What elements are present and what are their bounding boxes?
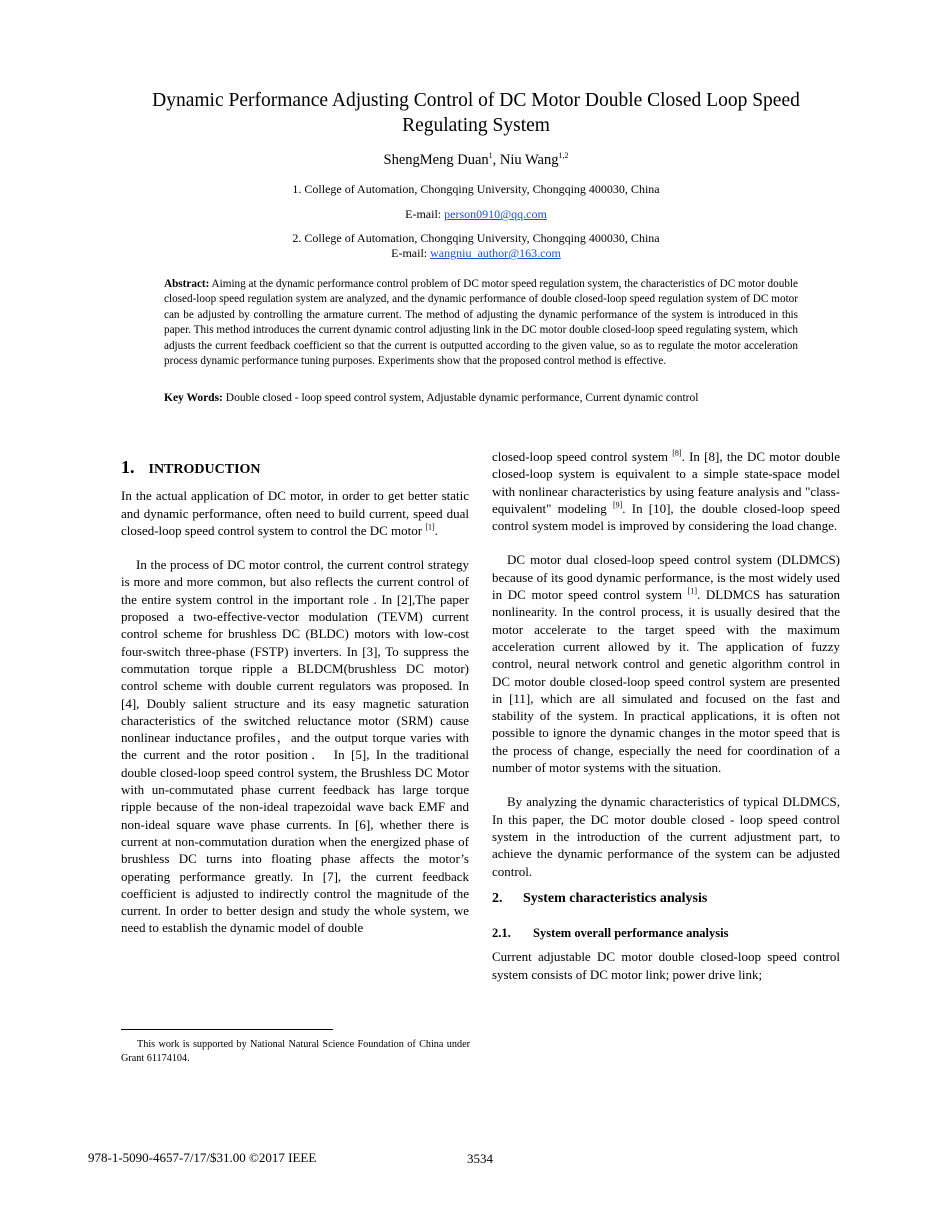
email-line-2 — [100, 245, 852, 261]
right-paragraph-1 — [492, 448, 840, 534]
abstract — [164, 277, 798, 369]
section-2-title: System characteristics analysis — [523, 890, 708, 906]
affiliation-1: 1. College of Automation, Chongqing University, Chongqing 400030, China — [292, 182, 660, 196]
intro-paragraph-1 — [121, 487, 469, 539]
section-1-title: INTRODUCTION — [148, 462, 261, 477]
keywords-label: Key Words: — [164, 392, 223, 404]
email-label: E-mail: — [405, 207, 445, 221]
section-1-heading — [121, 459, 469, 478]
funding-footnote: This work is supported by National Natural Science Foundation of China under Grant 61174104. — [121, 1039, 470, 1064]
section-2-heading — [492, 890, 840, 907]
author-2-affil: 1,2 — [558, 151, 569, 161]
section-2-number: 2. — [492, 890, 503, 906]
section-1-number: 1. — [121, 457, 135, 477]
author-list — [100, 152, 852, 169]
author-1-affil: 1 — [488, 151, 493, 161]
left-column — [121, 459, 469, 937]
author-separator: , — [492, 152, 500, 168]
right-p1c: . In [10], the double closed-loop speed control system model is improved by considering the load change. — [492, 500, 840, 534]
email-link-1[interactable]: person0910@qq.com — [444, 207, 547, 221]
right-paragraph-4: Current adjustable DC motor double closed-loop speed control system consists of DC motor link; power drive link; — [492, 949, 840, 982]
keywords — [164, 391, 824, 406]
section-2-1-number: 2.1. — [492, 926, 511, 941]
keywords-text: Double closed - loop speed control system, Adjustable dynamic performance, Current dynamic control — [222, 392, 699, 404]
intro-paragraph-2: In the process of DC motor control, the current control strategy is more and more common, but also reflects the current control of the entire system control in the important role . In [2],The paper proposed a two-effective-vector modulation (TEVM) current control scheme for brushless DC (BLDC) motors with low-cost four-switch three-phase (FSTP) inverters. In [3], To suppress the commutation torque ripple a BLDCM(brushless DC motor) control scheme with double current regulators was proposed. In [4], Doubly salient structure and its easy magnetic saturation characteristics of the switched reluctance motor (SRM) cause nonlinear inductance profiles，and the output torque varies with the current and the rotor position． In [5], In the traditional double closed-loop speed control system, the Brushless DC Motor with un-commutated phase current feedback has large torque ripple because of the non-ideal trapezoidal wave back EMF and non-ideal square wave phase currents. In [6], whether there is current at non-commutation duration when the energized phase of brushless DC turns into floating phase affects the motor’s operating performance greatly. In [7], the current feedback coefficient is adjusted to indirectly control the magnitude of the current. In order to better design and study the whole system, we need to establish the dynamic model of double — [121, 557, 469, 936]
page-number: 3534 — [467, 1151, 493, 1166]
isbn-copyright: 978-1-5090-4657-7/17/$31.00 ©2017 IEEE — [88, 1150, 317, 1165]
right-p2a: DC motor dual closed-loop speed control system (DLDMCS) because of its good dynamic performance, is the most widely used in DC motor speed control system — [492, 552, 840, 603]
citation-1: [1] — [425, 522, 435, 532]
section-2-1-heading — [492, 925, 840, 942]
email-line-1 — [100, 206, 852, 222]
intro-p1-text: In the actual application of DC motor, in order to get better static and dynamic performance, often need to build current, speed dual closed-loop speed control system to control the DC motor — [121, 488, 469, 538]
abstract-label: Abstract: — [164, 278, 210, 290]
right-paragraph-2 — [492, 551, 840, 776]
affiliation-2: 2. College of Automation, Chongqing University, Chongqing 400030, China — [292, 231, 660, 245]
email-label: E-mail: — [391, 246, 431, 260]
title-line-1: Dynamic Performance Adjusting Control of DC Motor Double Closed Loop Speed — [152, 90, 800, 111]
footnote-rule — [121, 1029, 333, 1030]
citation-8: [8] — [672, 448, 682, 458]
author-1: ShengMeng Duan — [383, 152, 489, 168]
right-p1a: closed-loop speed control system — [492, 449, 673, 464]
author-2: Niu Wang — [499, 152, 559, 168]
abstract-text: Aiming at the dynamic performance control problem of DC motor speed regulation system, the characteristics of DC motor double closed-loop speed regulation system are analyzed, and the dynamic performance of double closed-loop speed regulation system of DC motor can be adjusted by controlling the armature current. The method of adjusting the dynamic performance of the system is introduced in this paper. This method introduces the current dynamic control adjusting link in the DC motor double closed-loop speed regulating system, which adjusts the current feedback coefficient so that the current is outputted according to the given value, so as to regulate the motor acceleration process dynamic performance tuning purposes. Experiments show that the proposed control method is effective. — [164, 278, 798, 368]
right-p2b: . DLDMCS has saturation nonlinearity. In the control process, it is usually desired that the motor accelerate to the target speed with the maximum acceleration current allowed by it. The application of fuzzy control, neural network control and genetic algorithm control in DC motor double closed-loop speed control system are presented in [11], which are all simulated and focused on the fast and stability of the system. In practical applications, it is often not possible to ignore the dynamic changes in the motor speed that is the process of change, especially the need for coordination of a number of motor systems with the situation. — [492, 587, 840, 776]
section-2-1-title: System overall performance analysis — [533, 926, 729, 941]
right-p1b: . In [8], the DC motor double closed-loop system is equivalent to a simple state-space model with nonlinear characteristics by using feature analysis and "class-equivalent" modeling — [492, 449, 840, 516]
intro-p1-end: . — [434, 522, 438, 538]
title-line-2: Regulating System — [402, 115, 550, 136]
right-paragraph-3: By analyzing the dynamic characteristics of typical DLDMCS, In this paper, the DC motor double closed - loop speed control system in the introduction of the current adjustment part, to achieve the dynamic performance of the system can be adjusted control. — [492, 794, 840, 879]
paper-title — [100, 88, 852, 138]
email-link-2[interactable]: wangniu_author@163.com — [430, 246, 561, 260]
right-column — [492, 448, 840, 983]
citation-1b: [1] — [687, 586, 698, 596]
citation-9: [9] — [612, 500, 623, 510]
